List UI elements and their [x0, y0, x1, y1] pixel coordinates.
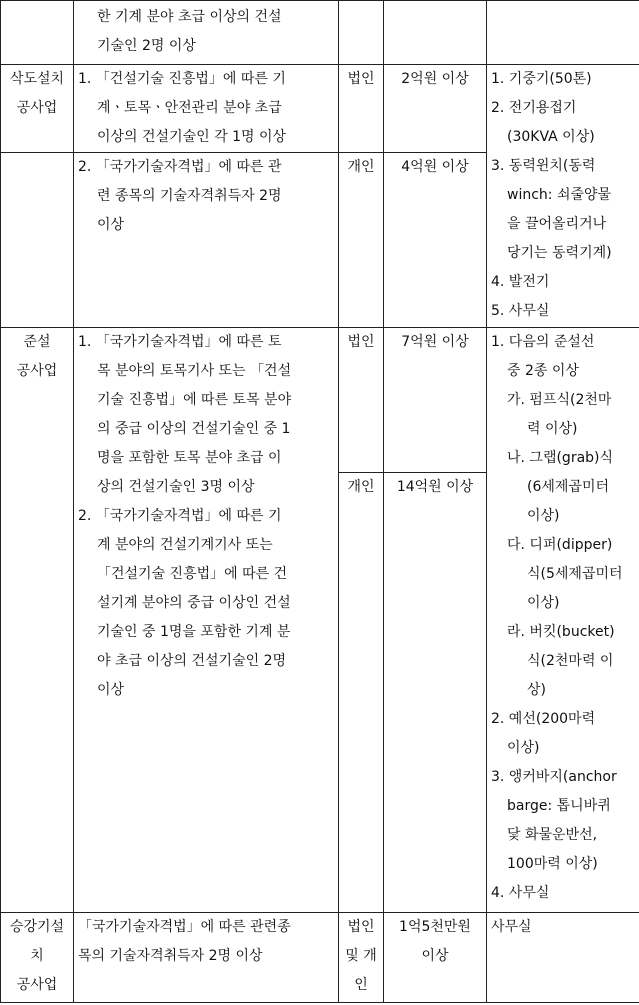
cell-capital — [384, 65, 487, 153]
text-line: 100마력 이상) — [507, 856, 598, 872]
text-line: 상의 건설기술인 3명 이상 — [97, 479, 255, 495]
cell-entity — [339, 913, 384, 1003]
text-line: 중 2종 이상 — [507, 363, 579, 379]
text-line: 의 중급 이상의 건설기술인 중 1 — [97, 421, 291, 437]
text-line: 계ㆍ토목ㆍ안전관리 분야 초급 — [97, 100, 282, 116]
text-line: 2. 「국가기술자격법」에 따른 관 — [78, 159, 282, 175]
text-line: 야 초급 이상의 건설기술인 2명 — [97, 653, 286, 669]
text-line: 이상 — [97, 217, 125, 233]
text-line: 2억원 이상 — [401, 71, 469, 87]
text-line: 1억5천만원 — [399, 919, 471, 935]
text-line: 이상) — [527, 508, 560, 524]
cell-capital — [384, 1, 487, 65]
text-line: 3. 앵커바지(anchor — [491, 769, 617, 785]
text-line: 닻 화물운반선, — [507, 827, 598, 843]
cell-entity — [339, 65, 384, 153]
cell-requirements — [74, 1, 339, 65]
text-line: 법인 — [347, 919, 375, 935]
text-line: 「국가기술자격법」에 따른 관련종 — [78, 919, 291, 935]
text-line: 및 개 — [345, 948, 377, 964]
text-line: 공사업 — [16, 100, 58, 116]
text-line: 개인 — [347, 479, 375, 495]
text-line: 가. 펌프식(2천마 — [507, 392, 612, 408]
text-line: 한 기계 분야 초급 이상의 건설 — [97, 9, 282, 25]
text-line: 법인 — [347, 334, 375, 350]
cell-capital — [384, 153, 487, 328]
cell-requirements — [74, 328, 339, 913]
text-line: 라. 버킷(bucket) — [507, 624, 615, 640]
text-line: 「건설기술 진흥법」에 따른 건 — [97, 566, 288, 582]
text-line: 나. 그랩(grab)식 — [507, 450, 614, 466]
text-line: 4. 사무실 — [491, 885, 550, 901]
text-line: 이상 — [97, 682, 125, 698]
text-line: 당기는 동력기계) — [507, 245, 612, 261]
text-line: 련 종목의 기술자격취득자 2명 — [97, 188, 282, 204]
text-line: 준설 — [23, 334, 51, 350]
text-line: 이상 — [421, 948, 449, 964]
text-line: 기술 진흥법」에 따른 토목 분야 — [97, 392, 292, 408]
text-line: 치 — [30, 948, 44, 964]
cell-type — [1, 328, 74, 913]
table-row — [1, 328, 639, 473]
cell-equipment — [487, 1, 639, 65]
text-line: 을 끌어올리거나 — [507, 216, 607, 232]
table-row — [1, 913, 639, 1003]
cell-capital — [384, 913, 487, 1003]
text-line: 식(5세제곱미터 — [527, 566, 623, 582]
cell-requirements — [74, 153, 339, 328]
text-line: 7억원 이상 — [401, 334, 469, 350]
text-line: 2. 예선(200마력 — [491, 711, 596, 727]
text-line: 삭도설치 — [9, 71, 65, 87]
cell-capital — [384, 473, 487, 913]
text-line: 2. 전기용접기 — [491, 100, 577, 116]
cell-type — [1, 913, 74, 1003]
cell-equipment — [487, 913, 639, 1003]
text-line: (6세제곱미터 — [527, 479, 609, 495]
text-line: 개인 — [347, 159, 375, 175]
text-line: 5. 사무실 — [491, 303, 550, 319]
text-line: 2. 「국가기술자격법」에 따른 기 — [78, 508, 282, 524]
text-line: 목의 기술자격취득자 2명 이상 — [78, 948, 263, 964]
cell-entity — [339, 473, 384, 913]
cell-equipment — [487, 328, 639, 913]
text-line: 목 분야의 토목기사 또는 「건설 — [97, 363, 292, 379]
text-line: barge: 톱니바퀴 — [507, 798, 611, 814]
text-line: 공사업 — [16, 363, 58, 379]
text-line: 이상) — [527, 595, 560, 611]
text-line: 설기계 분야의 중급 이상인 건설 — [97, 595, 291, 611]
text-line: 명을 포함한 토목 분야 초급 이 — [97, 450, 282, 466]
cell-type — [1, 153, 74, 328]
text-line: 이상의 건설기술인 각 1명 이상 — [97, 129, 286, 145]
text-line: 식(2천마력 이 — [527, 653, 614, 669]
text-line: 계 분야의 건설기계기사 또는 — [97, 537, 273, 553]
cell-type — [1, 1, 74, 65]
table-row — [1, 1, 639, 65]
text-line: (30KVA 이상) — [507, 129, 595, 145]
cell-requirements — [74, 65, 339, 153]
text-line: 1. 「국가기술자격법」에 따른 토 — [78, 334, 282, 350]
cell-type — [1, 65, 74, 153]
cell-capital — [384, 328, 487, 473]
cell-equipment — [487, 65, 639, 328]
text-line: 14억원 이상 — [396, 479, 474, 495]
text-line: 기술인 2명 이상 — [97, 38, 196, 54]
text-line: 1. 「건설기술 진흥법」에 따른 기 — [78, 71, 286, 87]
text-line: 상) — [527, 682, 546, 698]
text-line: 다. 디퍼(dipper) — [507, 537, 613, 553]
cell-requirements — [74, 913, 339, 1003]
table-row — [1, 65, 639, 153]
text-line: 법인 — [347, 71, 375, 87]
cell-entity — [339, 153, 384, 328]
text-line: winch: 쇠줄양물 — [507, 187, 612, 203]
text-line: 이상) — [507, 740, 540, 756]
text-line: 사무실 — [491, 919, 532, 935]
text-line: 3. 동력윈치(동력 — [491, 158, 596, 174]
text-line: 4억원 이상 — [401, 159, 469, 175]
text-line: 승강기설 — [9, 919, 65, 935]
text-line: 력 이상) — [527, 421, 578, 437]
text-line: 1. 기중기(50톤) — [491, 71, 592, 87]
text-line: 공사업 — [16, 977, 58, 993]
text-line: 기술인 중 1명을 포함한 기계 분 — [97, 624, 291, 640]
text-line: 1. 다음의 준설선 — [491, 334, 595, 350]
cell-entity — [339, 1, 384, 65]
text-line: 인 — [354, 977, 368, 993]
text-line: 4. 발전기 — [491, 274, 550, 290]
cell-entity — [339, 328, 384, 473]
